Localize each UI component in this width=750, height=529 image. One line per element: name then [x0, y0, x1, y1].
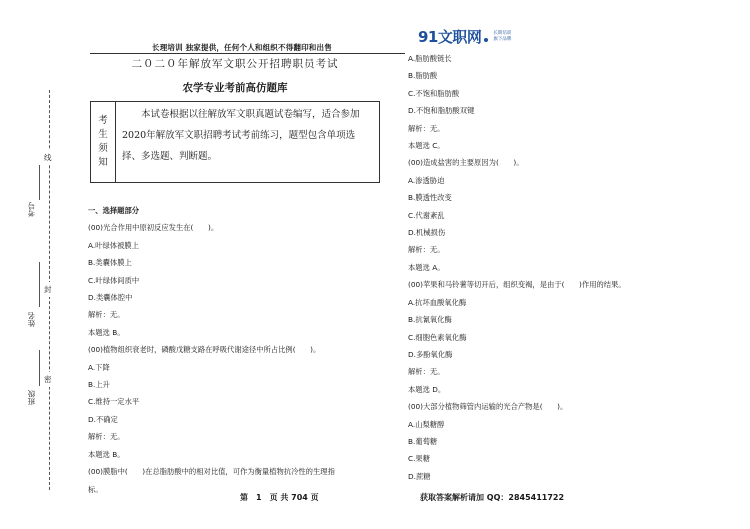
name-field-line — [39, 262, 40, 307]
logo-sub-line-1: 长期培训 — [493, 30, 512, 36]
answer-line: 本题选 B。 — [88, 327, 125, 337]
option-line: C.不饱和脂肪酸 — [408, 88, 460, 98]
answer-line: 本题选 B。 — [88, 449, 125, 459]
option-line: D.不饱和脂肪酸双键 — [408, 106, 475, 116]
analysis-line: 解析：无。 — [408, 123, 445, 133]
class-field-line — [39, 350, 40, 386]
question-line: (00)苹果和马铃薯等切开后，组织变褐，是由于( )作用的结果。 — [408, 280, 626, 290]
question-line: (00)膜脂中( )在总脂肪酸中的相对比值，可作为衡量植物抗冷性的生理指 — [88, 467, 335, 477]
notice-label-char: 知 — [98, 157, 108, 168]
answer-line: 本题选 D。 — [408, 384, 446, 394]
option-line: B.脂肪酸 — [408, 71, 438, 81]
option-line: D.蔗糖 — [408, 471, 431, 481]
option-line: B.膜透性改变 — [408, 193, 452, 203]
banner-notice: 长理培训 独家提供，任何个人和组织不得翻印和出售 — [152, 43, 332, 52]
header-rule — [90, 53, 405, 54]
option-line: D.机械损伤 — [408, 228, 446, 238]
option-line: C.叶绿体间质中 — [88, 275, 140, 285]
exam-number-label: 考号 — [27, 202, 36, 217]
logo — [418, 26, 511, 47]
option-line: C.维持一定水平 — [88, 397, 140, 407]
option-line: A.脂肪酸链长 — [408, 54, 452, 63]
exam-number-field-line — [39, 165, 40, 200]
contact-info: 获取答案解析请加 QQ：2845411722 — [420, 493, 565, 502]
option-line: A.山梨糖醇 — [408, 419, 445, 429]
logo-subtitle — [493, 31, 511, 43]
notice-box — [90, 101, 380, 183]
binding-line-label: 线 — [44, 150, 52, 165]
option-line: A.下降 — [88, 362, 110, 372]
option-line: C.果糖 — [408, 454, 431, 464]
option-line: B.抗氰氧化酶 — [408, 315, 452, 325]
question-line: (00)大部分植物筛管内运输的光合产物是( )。 — [408, 402, 568, 412]
option-line: A.抗坏血酸氧化酶 — [408, 297, 467, 307]
option-line: A.叶绿体被膜上 — [88, 240, 139, 250]
analysis-line: 解析：无。 — [408, 367, 445, 377]
logo-text: 91文职网 — [418, 28, 482, 46]
class-label: 班级 — [27, 390, 36, 405]
exam-subtitle: 农学专业考前高仿题库 — [182, 82, 288, 94]
option-line: A.渗透胁迫 — [408, 175, 445, 185]
analysis-line: 解析：无。 — [88, 432, 125, 442]
notice-label-char: 须 — [98, 143, 108, 154]
option-line: D.类囊体腔中 — [88, 293, 133, 303]
answer-line: 本题选 C。 — [408, 141, 445, 151]
binding-seal-label: 封 — [44, 282, 52, 297]
notice-label-char: 考 — [98, 115, 108, 126]
section-heading: 一、选择题部分 — [88, 206, 140, 215]
exam-title: 二０二０年解放军文职公开招聘职员考试 — [131, 58, 339, 70]
notice-label-char: 生 — [98, 129, 108, 140]
page-number: 第 1 页 共 704 页 — [240, 493, 319, 502]
option-line: D.不确定 — [88, 414, 118, 424]
name-label: 姓名 — [27, 312, 36, 327]
question-line: (00)造成盐害的主要原因为( )。 — [408, 158, 524, 168]
logo-dot-icon — [484, 38, 488, 42]
question-line: (00)植物组织衰老时，磷酸戊糖支路在呼吸代谢途径中所占比例( )。 — [88, 345, 321, 355]
option-line: B.上升 — [88, 380, 110, 390]
analysis-line: 解析：无。 — [408, 245, 445, 255]
option-line: C.代谢紊乱 — [408, 210, 445, 220]
option-line: B.类囊体膜上 — [88, 258, 132, 268]
option-line: D.多酚氧化酶 — [408, 349, 453, 359]
notice-text: 本试卷根据以往解放军文职真题试卷编写，适合参加2020年解放军文职招聘考试考前练习，题型包含单项选择、多选题、判断题。 — [122, 109, 360, 162]
right-question-column — [408, 50, 738, 485]
binding-secret-label: 密 — [44, 372, 52, 387]
option-line: C.细胞色素氧化酶 — [408, 332, 467, 342]
notice-label — [91, 102, 116, 182]
question-line-continued: 标。 — [88, 484, 103, 494]
answer-line: 本题选 A。 — [408, 262, 445, 272]
left-question-column — [88, 202, 393, 498]
logo-sub-line-2: 旗下品牌 — [493, 36, 512, 42]
question-line: (00)光合作用中原初反应发生在( )。 — [88, 223, 219, 233]
analysis-line: 解析：无。 — [88, 310, 125, 320]
option-line: B.葡萄糖 — [408, 436, 438, 446]
